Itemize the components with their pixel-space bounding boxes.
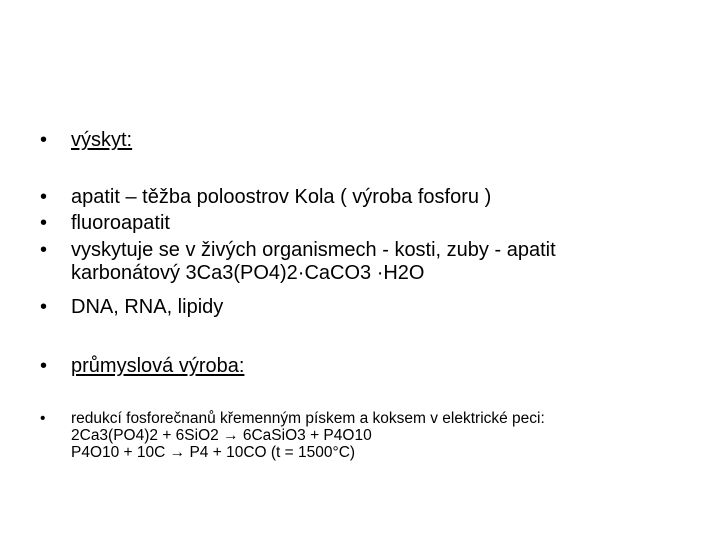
bullet-icon: • bbox=[40, 212, 48, 234]
bullet-icon: • bbox=[40, 239, 48, 261]
list-item-text: fluoroapatit bbox=[71, 212, 170, 234]
list-item-text: DNA, RNA, lipidy bbox=[71, 296, 224, 318]
production-heading: průmyslová výroba: bbox=[71, 355, 245, 377]
occurrence-heading: výskyt: bbox=[71, 129, 133, 151]
bullet-icon: • bbox=[40, 186, 48, 208]
list-item-text: vyskytuje se v živých organismech - kosti, zuby - apatit karbonátový 3Ca3(PO4)2·CaCO3 ·H2O bbox=[71, 239, 556, 284]
list-item-text: apatit – těžba poloostrov Kola ( výroba fosforu ) bbox=[71, 186, 492, 208]
bullet-icon: • bbox=[40, 296, 48, 318]
bullet-icon: • bbox=[40, 129, 48, 151]
list-item-text: redukcí fosforečnanů křemenným pískem a koksem v elektrické peci: 2Ca3(PO4)2 + 6SiO2 → 6CaSiO3 + P4O10 P4O10 + 10C → P4 + 10CO (t = 1500°C) bbox=[71, 410, 545, 461]
bullet-icon: • bbox=[40, 355, 48, 377]
bullet-icon: • bbox=[40, 410, 46, 427]
